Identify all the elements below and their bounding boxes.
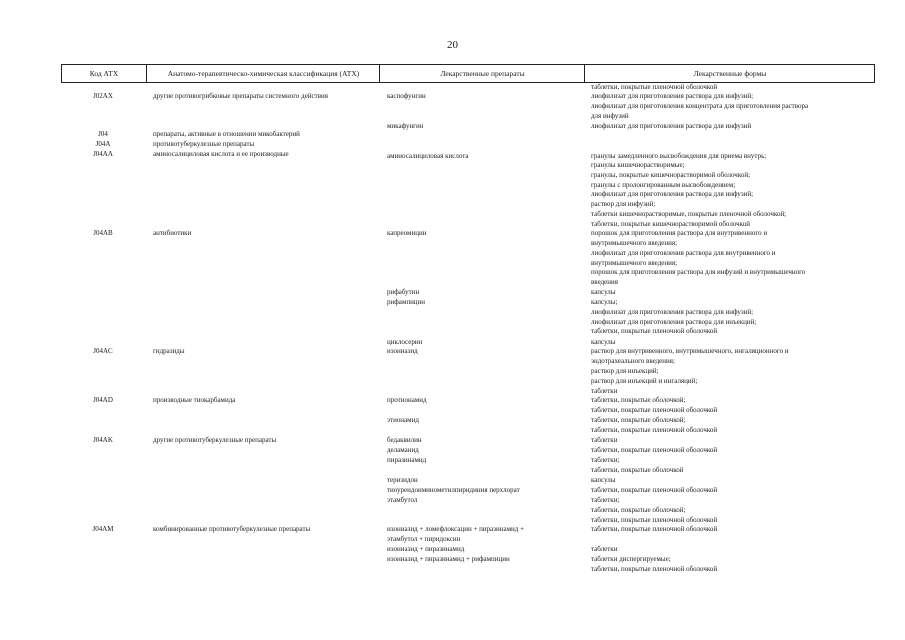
dosage-form-cell: таблетки; xyxy=(591,496,620,504)
dosage-form-cell: таблетки xyxy=(591,545,618,553)
drug-name-cell: этионамид xyxy=(387,416,419,424)
atc-classification-cell: другие противотуберкулезные препараты xyxy=(153,436,277,444)
dosage-form-cell: лиофилизат для приготовления раствора для инфузий; xyxy=(591,308,754,316)
dosage-form-cell: лиофилизат для приготовления раствора для инфузий xyxy=(591,122,752,130)
dosage-form-cell: раствор для внутривенного, внутримышечного, ингаляционного и xyxy=(591,347,789,355)
drug-name-cell: тиоуреидоиминометилпиридиния перхлорат xyxy=(387,486,520,494)
atc-classification-cell: препараты, активные в отношении микобактерий xyxy=(153,130,300,138)
drug-name-cell: этамбутол + пиридоксин xyxy=(387,535,461,543)
atc-classification-cell: антибиотики xyxy=(153,229,192,237)
drug-name-cell: капреомицин xyxy=(387,229,427,237)
atc-code-cell: J04AD xyxy=(93,396,113,404)
atc-code-cell: J04A xyxy=(95,140,111,148)
drug-name-cell: пиразинамид xyxy=(387,456,427,464)
dosage-form-cell: таблетки xyxy=(591,436,618,444)
atc-code-cell: J04 xyxy=(98,130,108,138)
dosage-form-cell: для инфузий xyxy=(591,112,629,120)
header-atc-classification: Анатомо-терапевтическо-химическая классификация (АТХ) xyxy=(146,65,380,82)
dosage-form-cell: гранулы замедленного высвобождения для приема внутрь; xyxy=(591,152,767,160)
dosage-form-cell: раствор для инфузий; xyxy=(591,200,656,208)
dosage-form-cell: таблетки, покрытые пленочной оболочкой xyxy=(591,446,718,454)
dosage-form-cell: лиофилизат для приготовления концентрата для приготовления раствора xyxy=(591,102,809,110)
dosage-form-cell: таблетки, покрытые пленочной оболочкой xyxy=(591,516,718,524)
dosage-form-cell: капсулы xyxy=(591,288,616,296)
header-drugs: Лекарственные препараты xyxy=(379,65,585,82)
atc-code-cell: J04AM xyxy=(92,525,114,533)
drug-name-cell: теризидон xyxy=(387,476,418,484)
atc-classification-cell: другие противогрибковые препараты системного действия xyxy=(153,92,328,100)
drug-name-cell: изониазид + ломефлоксацин + пиразинамид + xyxy=(387,525,525,533)
dosage-form-cell: гранулы кишечнорастворимые; xyxy=(591,161,685,169)
dosage-form-cell: таблетки xyxy=(591,387,618,395)
dosage-form-cell: таблетки, покрытые пленочной оболочкой xyxy=(591,565,718,573)
dosage-form-cell: таблетки, покрытые пленочной оболочкой xyxy=(591,83,718,91)
atc-classification-cell: противотуберкулезные препараты xyxy=(153,140,255,148)
atc-classification-cell: комбинированные противотуберкулезные препараты xyxy=(153,525,311,533)
dosage-form-cell: внутримышечного введения; xyxy=(591,259,678,267)
drug-name-cell: аминосалициловая кислота xyxy=(387,152,469,160)
dosage-form-cell: таблетки, покрытые пленочной оболочкой xyxy=(591,426,718,434)
drug-name-cell: рифампицин xyxy=(387,298,426,306)
drug-name-cell: изониазид + пиразинамид + рифампицин xyxy=(387,555,510,563)
dosage-form-cell: лиофилизат для приготовления раствора для инфузий; xyxy=(591,190,754,198)
dosage-form-cell: капсулы; xyxy=(591,298,618,306)
page-number: 20 xyxy=(447,39,458,51)
dosage-form-cell: гранулы с пролонгированным высвобождением; xyxy=(591,181,736,189)
table-header xyxy=(61,64,875,83)
atc-classification-cell: аминосалициловая кислота и ее производные xyxy=(153,150,289,158)
dosage-form-cell: таблетки, покрытые пленочной оболочкой xyxy=(591,486,718,494)
dosage-form-cell: лиофилизат для приготовления раствора для инфузий; xyxy=(591,92,754,100)
dosage-form-cell: порошок для приготовления раствора для внутривенного и xyxy=(591,229,768,237)
dosage-form-cell: лиофилизат для приготовления раствора для инъекций; xyxy=(591,318,757,326)
dosage-form-cell: таблетки, покрытые оболочкой; xyxy=(591,416,686,424)
dosage-form-cell: эндотрахеального введения; xyxy=(591,357,675,365)
header-dosage-forms: Лекарственные формы xyxy=(584,65,875,82)
dosage-form-cell: введения xyxy=(591,278,618,286)
atc-code-cell: J04AC xyxy=(93,347,113,355)
drug-name-cell: бедаквилин xyxy=(387,436,422,444)
dosage-form-cell: порошок для приготовления раствора для инфузий и внутримышечного xyxy=(591,268,806,276)
drug-name-cell: этамбутол xyxy=(387,496,418,504)
atc-code-cell: J04AA xyxy=(93,150,113,158)
drug-name-cell: протионамид xyxy=(387,396,427,404)
drug-name-cell: изониазид xyxy=(387,347,418,355)
header-atc-code: Код АТХ xyxy=(89,69,119,78)
dosage-form-cell: таблетки, покрытые кишечнорастворимой оболочкой xyxy=(591,220,750,228)
drug-name-cell: деламанид xyxy=(387,446,419,454)
atc-code-cell: J02AX xyxy=(93,92,113,100)
dosage-form-cell: раствор для инъекций; xyxy=(591,367,659,375)
dosage-form-cell: таблетки, покрытые пленочной оболочкой xyxy=(591,327,718,335)
dosage-form-cell: капсулы xyxy=(591,476,616,484)
dosage-form-cell: таблетки, покрытые пленочной оболочкой xyxy=(591,406,718,414)
dosage-form-cell: таблетки диспергируемые; xyxy=(591,555,671,563)
atc-code-cell: J04AB xyxy=(93,229,113,237)
dosage-form-cell: гранулы, покрытые кишечнорастворимой оболочкой; xyxy=(591,171,751,179)
dosage-form-cell: таблетки; xyxy=(591,456,620,464)
drug-name-cell: циклосерин xyxy=(387,338,423,346)
drug-name-cell: микафунгин xyxy=(387,122,424,130)
dosage-form-cell: таблетки, покрытые оболочкой xyxy=(591,466,684,474)
dosage-form-cell: капсулы xyxy=(591,338,616,346)
dosage-form-cell: таблетки, покрытые оболочкой; xyxy=(591,506,686,514)
drug-name-cell: рифабутин xyxy=(387,288,420,296)
atc-classification-cell: гидразиды xyxy=(153,347,185,355)
atc-classification-cell: производные тиокарбамида xyxy=(153,396,236,404)
drug-name-cell: изониазид + пиразинамид xyxy=(387,545,465,553)
dosage-form-cell: внутримышечного введения; xyxy=(591,239,678,247)
atc-code-cell: J04AK xyxy=(93,436,113,444)
dosage-form-cell: таблетки, покрытые оболочкой; xyxy=(591,396,686,404)
drug-name-cell: каспофунгин xyxy=(387,92,426,100)
dosage-form-cell: раствор для инъекций и ингаляций; xyxy=(591,377,698,385)
dosage-form-cell: таблетки, покрытые пленочной оболочкой xyxy=(591,525,718,533)
dosage-form-cell: лиофилизат для приготовления раствора для внутривенного и xyxy=(591,249,776,257)
dosage-form-cell: таблетки кишечнорастворимые, покрытые пленочной оболочкой; xyxy=(591,210,787,218)
